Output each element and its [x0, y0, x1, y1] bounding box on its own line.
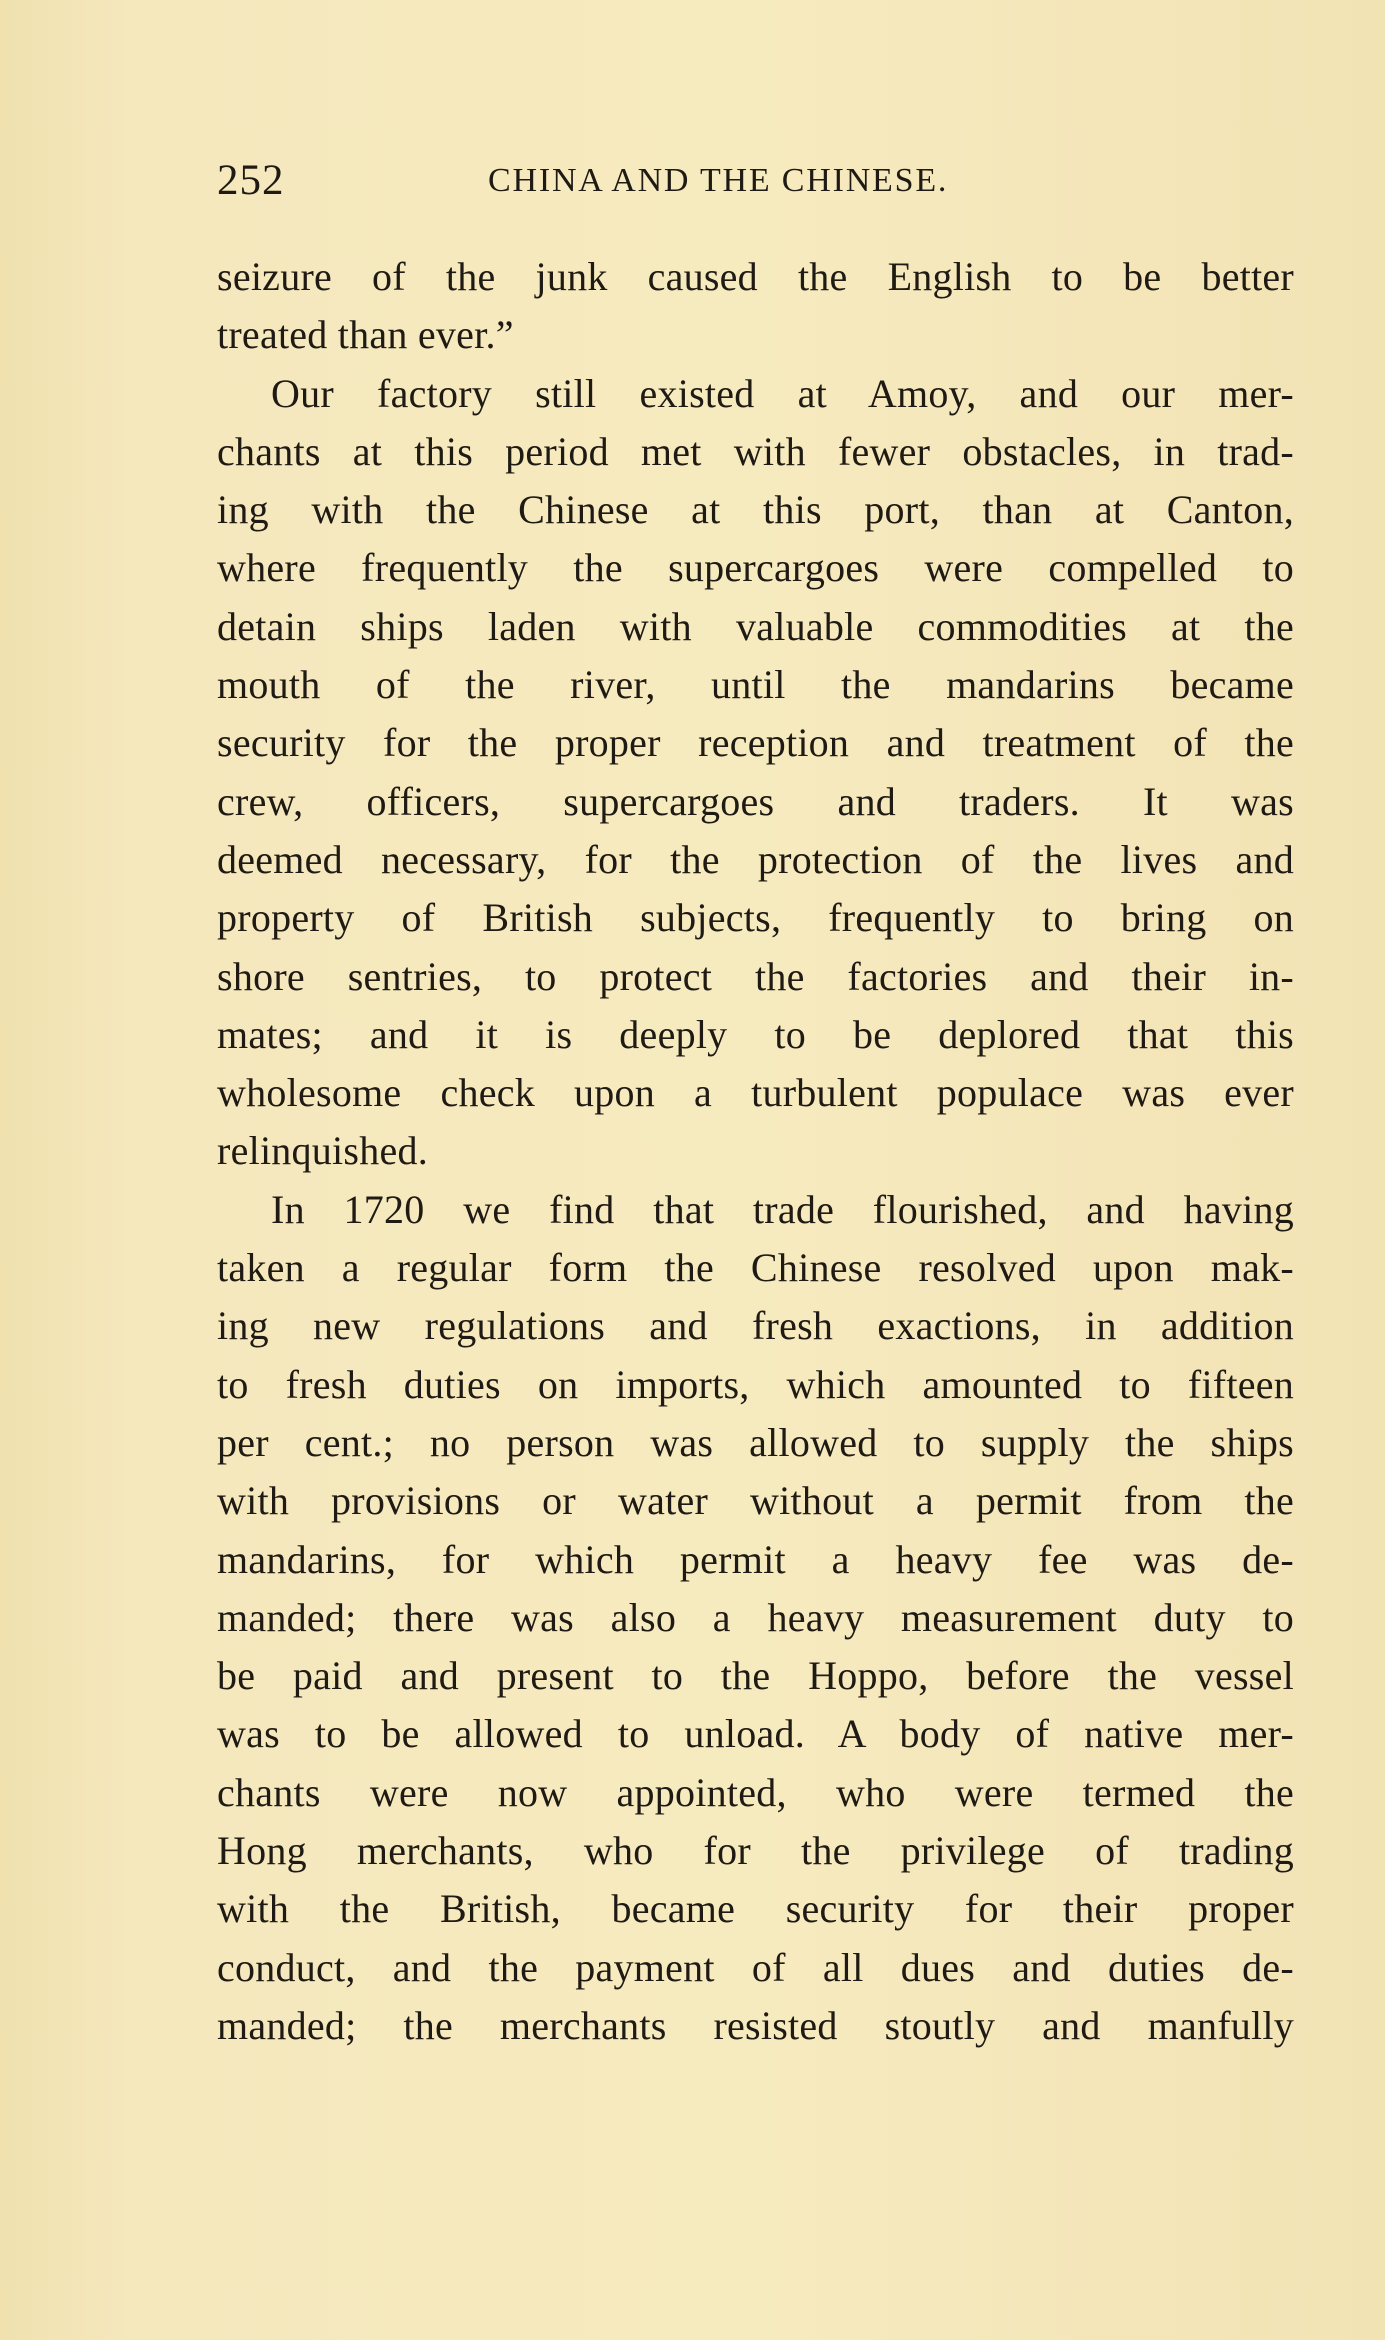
text-line: ing with the Chinese at this port, than at Canton, — [217, 487, 1294, 533]
text-line: relinquished. — [217, 1128, 428, 1174]
text-line: per cent.; no person was allowed to supply the ships — [217, 1419, 1294, 1465]
text-line: mouth of the river, until the mandarins became — [217, 662, 1294, 708]
text-line: wholesome check upon a turbulent populace was ever — [217, 1070, 1294, 1116]
text-line: crew, officers, supercargoes and traders. It was — [217, 778, 1294, 824]
text-line: mandarins, for which permit a heavy fee was de- — [217, 1536, 1294, 1582]
text-line: mates; and it is deeply to be deplored that this — [217, 1011, 1294, 1057]
text-line: manded; the merchants resisted stoutly and manfully — [217, 2002, 1294, 2048]
text-line: shore sentries, to protect the factories and their in- — [217, 953, 1294, 999]
page-number: 252 — [217, 157, 285, 204]
text-line: where frequently the supercargoes were compelled to — [217, 545, 1294, 591]
text-line: taken a regular form the Chinese resolved upon mak- — [217, 1245, 1294, 1291]
text-line: In 1720 we find that trade flourished, and having — [271, 1186, 1294, 1232]
text-line: security for the proper reception and treatment of the — [217, 720, 1294, 766]
text-line: be paid and present to the Hoppo, before the vessel — [217, 1653, 1294, 1699]
body-text — [217, 248, 1294, 2055]
text-line: with provisions or water without a permit from the — [217, 1478, 1294, 1524]
text-line: seizure of the junk caused the English to be better — [217, 254, 1294, 299]
text-line: conduct, and the payment of all dues and duties de- — [217, 1944, 1294, 1990]
text-line: ing new regulations and fresh exactions, in addition — [217, 1303, 1294, 1349]
text-line: treated than ever.” — [217, 312, 514, 358]
text-line: manded; there was also a heavy measurement duty to — [217, 1594, 1294, 1640]
text-line: deemed necessary, for the protection of the lives and — [217, 836, 1294, 882]
page-header — [217, 157, 1294, 205]
text-line: to fresh duties on imports, which amounted to fifteen — [217, 1361, 1294, 1407]
text-line: was to be allowed to unload. A body of native mer- — [217, 1711, 1294, 1757]
text-line: property of British subjects, frequently to bring on — [217, 895, 1294, 941]
text-line: Hong merchants, who for the privilege of trading — [217, 1828, 1294, 1874]
text-line: chants at this period met with fewer obstacles, in trad- — [217, 428, 1294, 474]
text-line: with the British, became security for their proper — [217, 1886, 1294, 1932]
text-line: detain ships laden with valuable commodities at the — [217, 603, 1294, 649]
text-line: Our factory still existed at Amoy, and our mer- — [271, 370, 1294, 416]
text-line: chants were now appointed, who were termed the — [217, 1769, 1294, 1815]
running-title: CHINA AND THE CHINESE. — [488, 162, 949, 199]
